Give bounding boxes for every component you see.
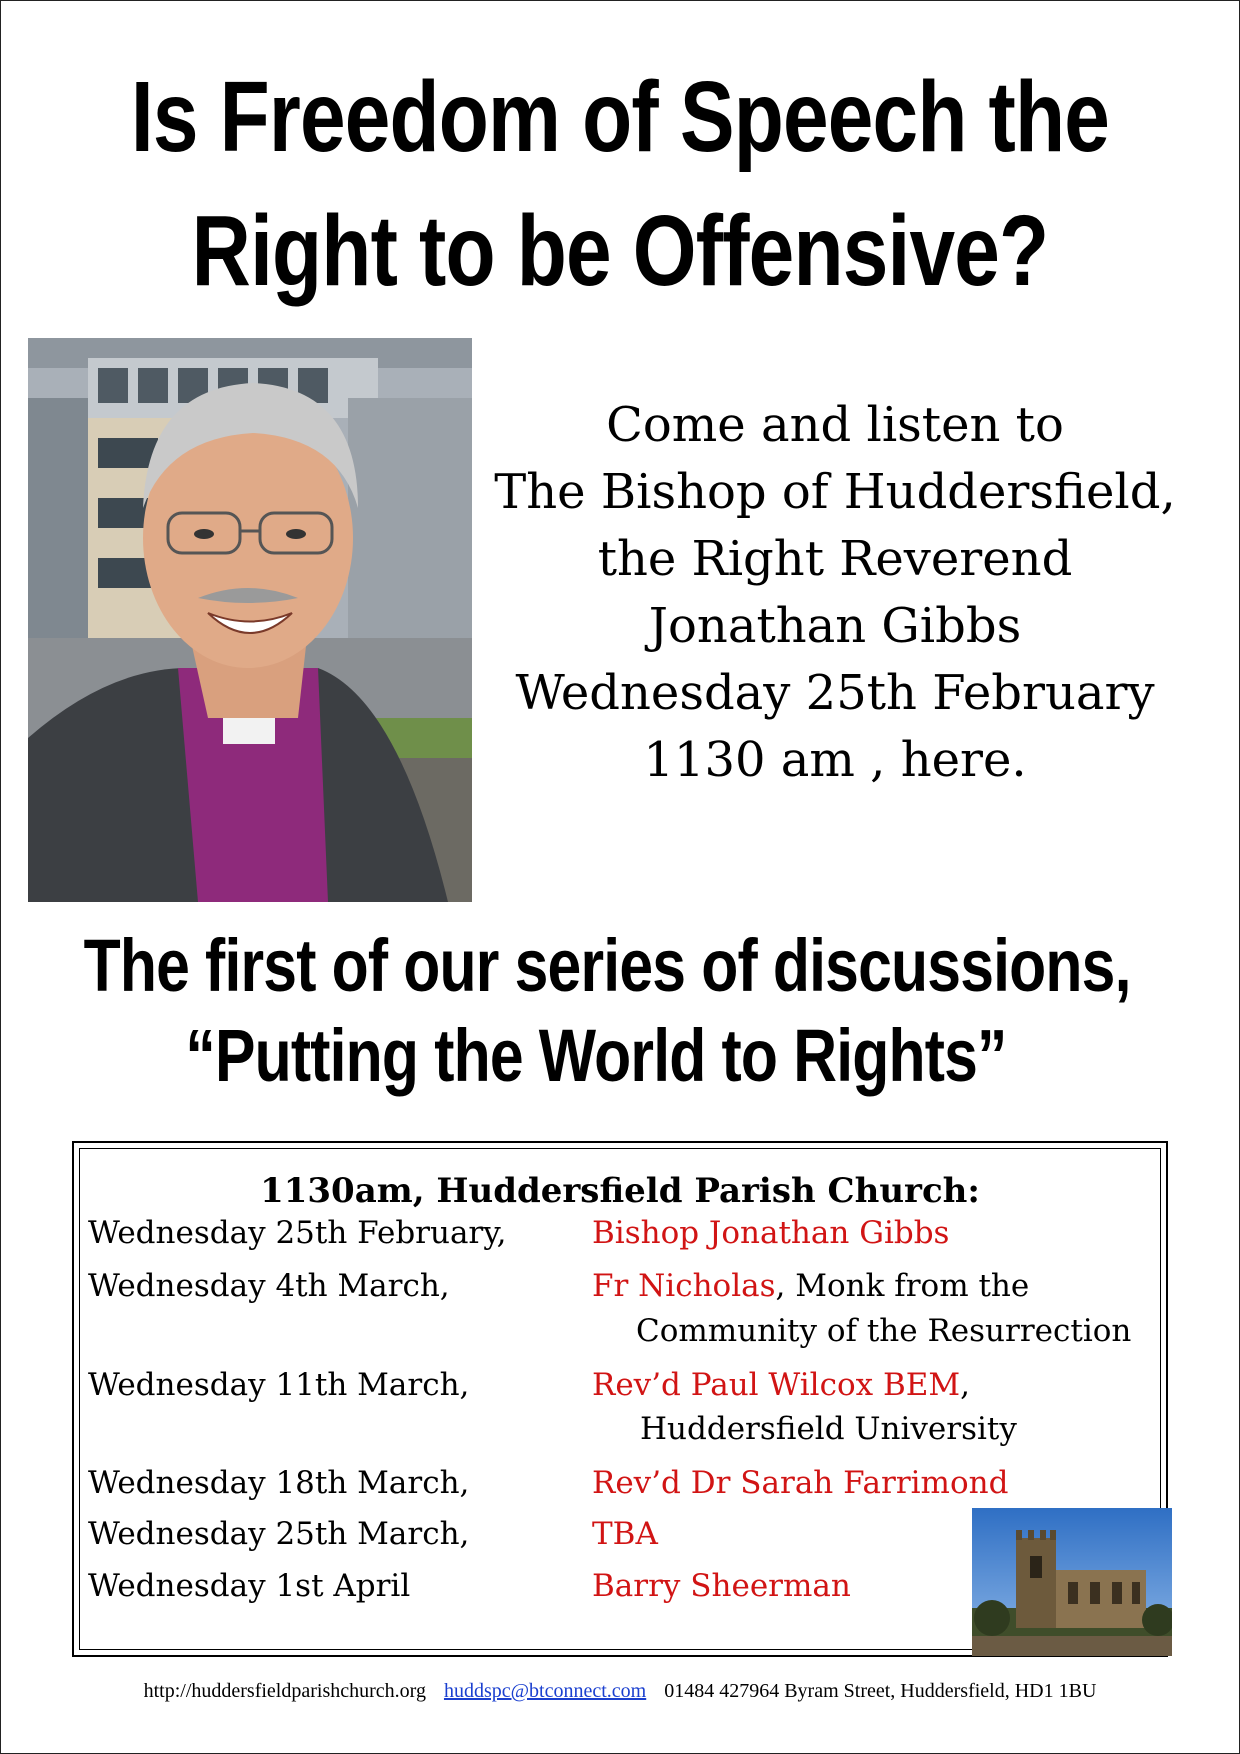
- schedule-box: [72, 1141, 1168, 1657]
- schedule-date: Wednesday 25th March,: [88, 1516, 470, 1552]
- footer-contact: 01484 427964 Byram Street, Huddersfield, HD1 1BU: [664, 1680, 1097, 1702]
- intro-line-2: The Bishop of Huddersfield,: [494, 464, 1176, 520]
- speaker-name: Bishop Jonathan Gibbs: [592, 1215, 950, 1251]
- speaker-detail: , Monk from the: [775, 1268, 1030, 1304]
- intro-line-4: Jonathan Gibbs: [648, 598, 1022, 654]
- intro-line-6: 1130 am , here.: [643, 732, 1027, 788]
- church-illustration: [972, 1508, 1172, 1656]
- intro-line-5: Wednesday 25th February: [515, 665, 1155, 721]
- footer-website[interactable]: http://huddersfieldparishchurch.org: [143, 1680, 426, 1702]
- schedule-speaker: [592, 1367, 970, 1403]
- speaker-name: TBA: [592, 1516, 658, 1552]
- schedule-title: 1130am, Huddersfield Parish Church:: [260, 1171, 980, 1211]
- schedule-speaker: [592, 1215, 949, 1251]
- speaker-detail: ,: [960, 1367, 970, 1403]
- series-line-1: The first of our series of discussions,: [83, 924, 1131, 1007]
- footer-email-link[interactable]: huddspc@btconnect.com: [443, 1680, 647, 1702]
- schedule-date: Wednesday 11th March,: [88, 1367, 470, 1403]
- speaker-subline: Community of the Resurrection: [636, 1313, 1132, 1349]
- bishop-portrait-photo: [28, 338, 472, 902]
- intro-line-1: Come and listen to: [606, 397, 1064, 453]
- schedule-speaker: [592, 1268, 1029, 1304]
- schedule-date: Wednesday 25th February,: [88, 1215, 507, 1251]
- schedule-speaker: [592, 1568, 851, 1604]
- speaker-name: Barry Sheerman: [592, 1568, 851, 1604]
- footer: [0, 1680, 1240, 1703]
- parish-church-photo: [972, 1508, 1172, 1656]
- speaker-name: Rev’d Paul Wilcox BEM: [592, 1367, 961, 1403]
- schedule-date: Wednesday 4th March,: [88, 1268, 450, 1304]
- speaker-name: Rev’d Dr Sarah Farrimond: [592, 1465, 1009, 1501]
- schedule-date: Wednesday 1st April: [88, 1568, 411, 1604]
- schedule-speaker: [592, 1465, 1008, 1501]
- intro-line-3: the Right Reverend: [597, 531, 1073, 587]
- series-line-2: “Putting the World to Rights”: [185, 1014, 1007, 1097]
- speaker-subline: Huddersfield University: [640, 1411, 1017, 1447]
- schedule-box-inner: [79, 1148, 1161, 1650]
- headline-line-1: Is Freedom of Speech the: [130, 61, 1110, 173]
- schedule-date: Wednesday 18th March,: [88, 1465, 470, 1501]
- intro-text: [480, 392, 1190, 794]
- schedule-speaker: [592, 1516, 658, 1552]
- headline-line-2: Right to be Offensive?: [191, 195, 1049, 307]
- speaker-name: Fr Nicholas: [592, 1268, 776, 1304]
- portrait-illustration: [28, 338, 472, 902]
